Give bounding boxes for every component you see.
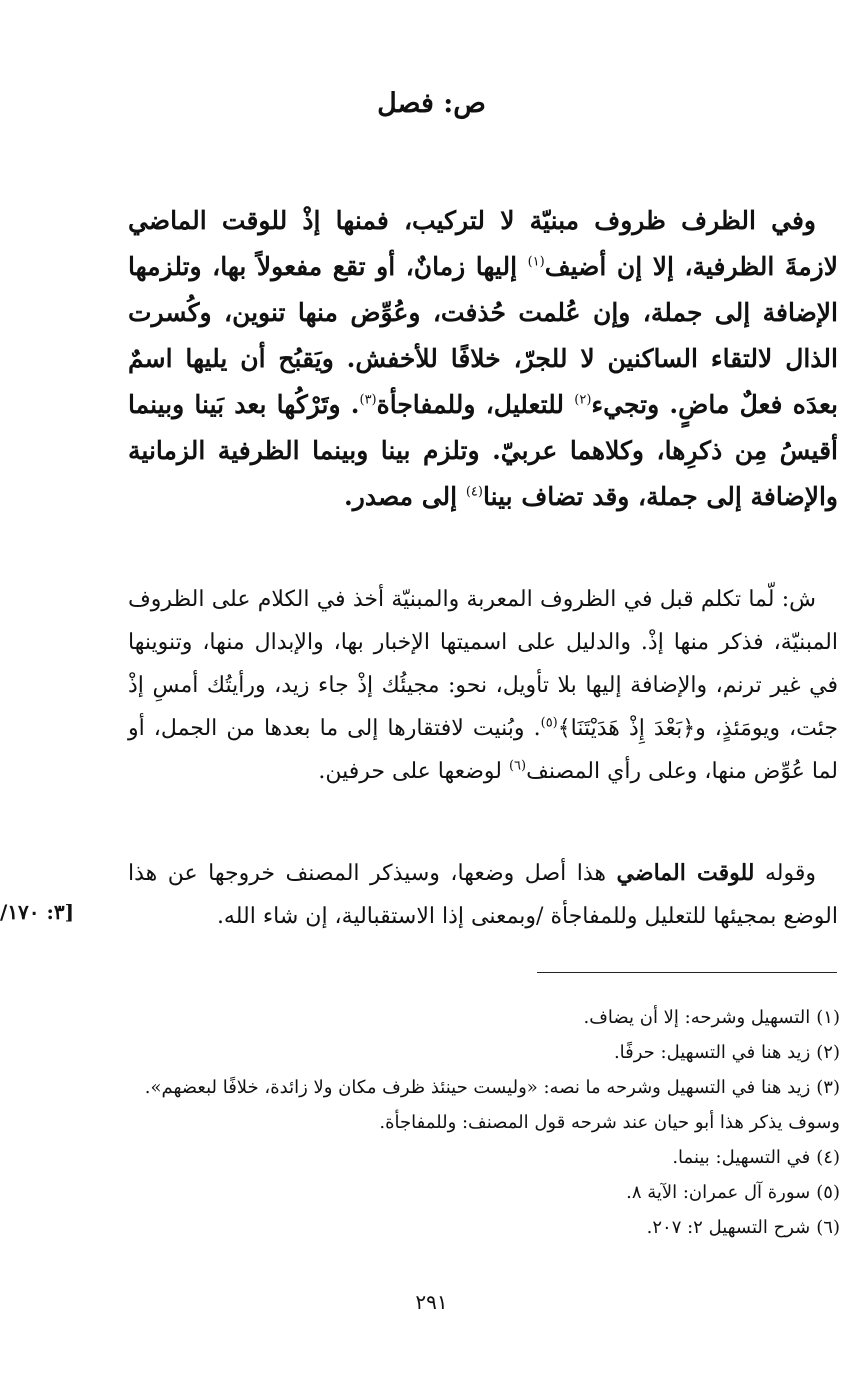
footnote-item — [128, 1140, 840, 1175]
page-number: ٢٩١ — [415, 1290, 448, 1314]
footnote-ref-5: (٥) — [540, 715, 558, 731]
commentary-text-2: . وبُنيت لافتقارها إلى ما بعدها من الجمل، أو لما عُوِّض منها، وعلى رأي المصنف — [128, 716, 838, 784]
footnote-divider — [537, 972, 837, 973]
footnote-ref-4: (٤) — [465, 484, 483, 500]
commentary2-lead: وقوله — [754, 861, 816, 886]
footnote-ref-3: (٣) — [359, 392, 377, 408]
footnote-item — [128, 1035, 840, 1070]
commentary2-text: هذا أصل وضعها، وسيذكر المصنف خروجها عن هذا الوضع بمجيئها للتعليل وللمفاجأة /وبمعنى إذا الاستقبالية، إن شاء الله. — [128, 861, 838, 929]
commentary-paragraph-1 — [128, 578, 838, 793]
footnote-item — [128, 1175, 840, 1210]
matn-text-5: إلى مصدر. — [344, 482, 466, 511]
footnote-text: التسهيل وشرحه: إلا أن يضاف. — [583, 1007, 811, 1028]
footnotes-list — [128, 1000, 840, 1245]
footnote-item — [128, 1000, 840, 1035]
section-heading: ص: فصل — [377, 88, 486, 119]
matn-text-2: إليها زمانٌ، أو تقع مفعولاً بها، وتلزمها الإضافة إلى جملة، وإن عُلمت حُذفت، وعُوِّض منها تنوين، وكُسرت الذال لالتقاء الساكنين لا للجرّ، خلافًا للأخفش. ويَقبُح أن يليها اسمٌ بعدَه فعلٌ ماضٍ. وتجيء — [128, 252, 838, 419]
footnote-number: (٥) — [816, 1182, 840, 1203]
footnote-text: زيد هنا في التسهيل: حرفًا. — [613, 1042, 811, 1063]
footnote-text: في التسهيل: بينما. — [672, 1147, 811, 1168]
matn-text-3: للتعليل، وللمفاجأة — [376, 390, 575, 419]
footnote-item — [128, 1070, 840, 1140]
footnote-ref-1: (١) — [527, 254, 545, 270]
commentary2-quoted-phrase: للوقت الماضي — [616, 860, 755, 886]
commentary-text-1: ش: لّما تكلم قبل في الظروف المعربة والمبنيّة أخذ في الكلام على الظروف المبنيّة، فذكر منها إذْ. والدليل على اسميتها الإخبار بها، والإبدال منها، وتنوينها في غير ترنم، والإضافة إليها بلا تأويل، نحو: مجيئُك إذْ جاء زيد، ورأيتُك أمسِ إذْ جئت، ويومَئذٍ، و﴿بَعْدَ إِذْ هَدَيْتَنَا﴾ — [128, 587, 838, 741]
footnote-number: (٢) — [816, 1042, 840, 1063]
commentary-paragraph-2 — [128, 852, 838, 938]
footnote-number: (٤) — [816, 1147, 840, 1168]
matn-paragraph — [128, 198, 838, 520]
footnote-text: شرح التسهيل ٢: ٢٠٧. — [646, 1217, 811, 1238]
footnote-text: زيد هنا في التسهيل وشرحه ما نصه: «وليست حينئذ ظرف مكان ولا زائدة، خلافًا لبعضهم». وسوف يذكر هذا أبو حيان عند شرحه قول المصنف: وللمفاجأة. — [144, 1077, 840, 1133]
footnote-number: (١) — [816, 1007, 840, 1028]
footnote-text: سورة آل عمران: الآية ٨. — [626, 1182, 811, 1203]
margin-page-reference: [٣: ١٧٠/ — [0, 900, 75, 924]
matn-text-4: . وتَرْكُها بعد بَينا وبينما أقيسُ مِن ذكرِها، وكلاهما عربيّ. وتلزم بينا وبينما الظرفية الزمانية والإضافة إلى جملة، وقد تضاف بينا — [128, 390, 838, 511]
commentary-text-3: لوضعها على حرفين. — [318, 759, 509, 784]
matn-text-1: وفي الظرف ظروف مبنيّة لا لتركيب، فمنها إذْ للوقت الماضي لازمةَ الظرفية، إلا إن أضيف — [128, 206, 838, 281]
footnote-number: (٦) — [816, 1217, 840, 1238]
footnote-item — [128, 1210, 840, 1245]
footnote-ref-6: (٦) — [508, 758, 527, 774]
footnote-ref-2: (٢) — [574, 392, 592, 408]
footnote-number: (٣) — [816, 1077, 840, 1098]
